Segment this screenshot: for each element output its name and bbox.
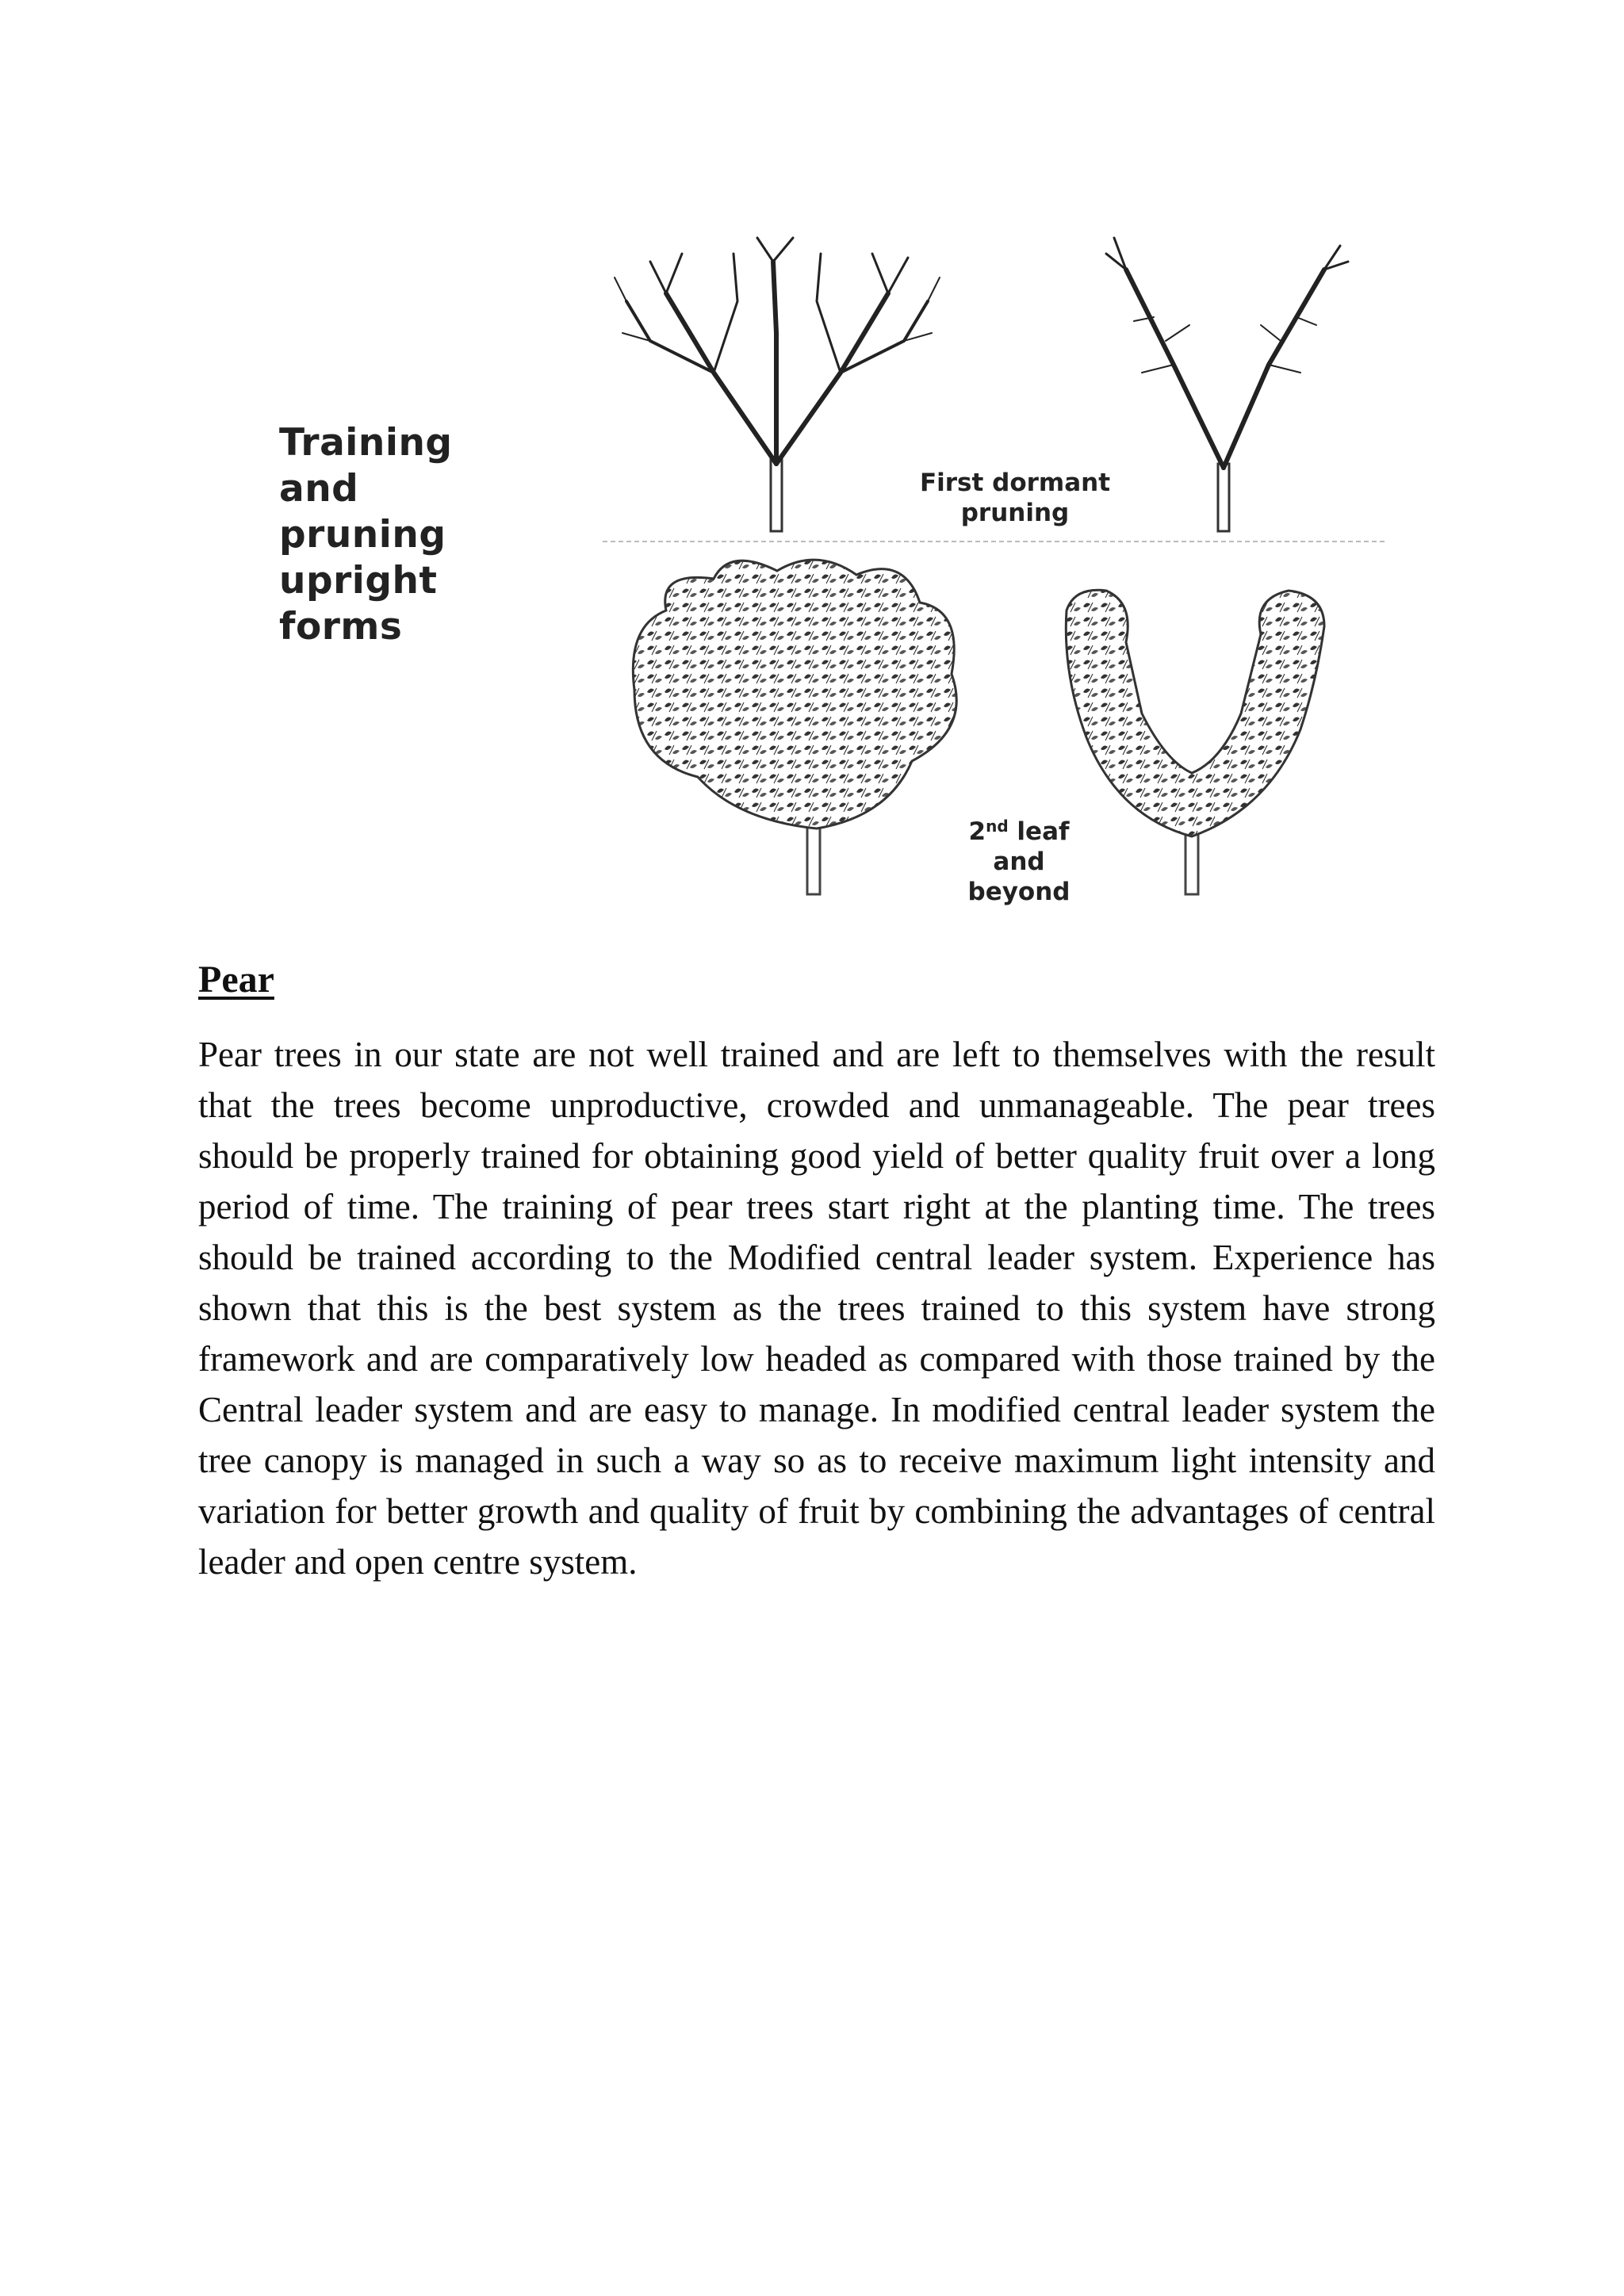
section-heading: Pear — [198, 959, 274, 1001]
tree-illustrations — [0, 0, 1624, 920]
label-first-dormant-pruning — [888, 468, 1142, 528]
label-second-leaf-and-beyond — [940, 817, 1098, 907]
label-dormant-line1: First dormant — [919, 469, 1111, 497]
leafy-tree-v-icon — [1066, 590, 1324, 894]
dormant-tree-v-icon — [1106, 238, 1348, 531]
leafy-tree-open-icon — [633, 560, 956, 894]
label-dormant-line2: pruning — [960, 499, 1070, 527]
label-leaf-line2: and — [993, 848, 1045, 876]
pruning-figure — [0, 0, 1624, 920]
label-leaf-sup: nd — [986, 817, 1009, 836]
label-leaf-prefix: 2 — [968, 817, 986, 846]
label-leaf-rest: leaf — [1008, 817, 1070, 846]
figure-caption: Training and pruning upright forms — [279, 421, 453, 649]
label-leaf-line3: beyond — [967, 878, 1071, 906]
section-body-paragraph: Pear trees in our state are not well trained and are left to themselves with the result that the trees become unproductive, crowded and unmanageable. The pear trees should be properly trained for obtaining good yield of better quality fruit over a long period of time. The training of pear trees start right at the planting time. The trees should be trained according to the Modified central leader system. Experience has shown that this is the best system as the trees trained to this system have strong framework and are comparatively low headed as compared with those trained by the Central leader system and are easy to manage. In modified central leader system the tree canopy is managed in such a way so as to receive maximum light intensity and variation for better growth and quality of fruit by combining the advantages of central leader and open centre system. — [198, 1035, 1435, 1582]
label-leaf-line1 — [940, 817, 1098, 847]
